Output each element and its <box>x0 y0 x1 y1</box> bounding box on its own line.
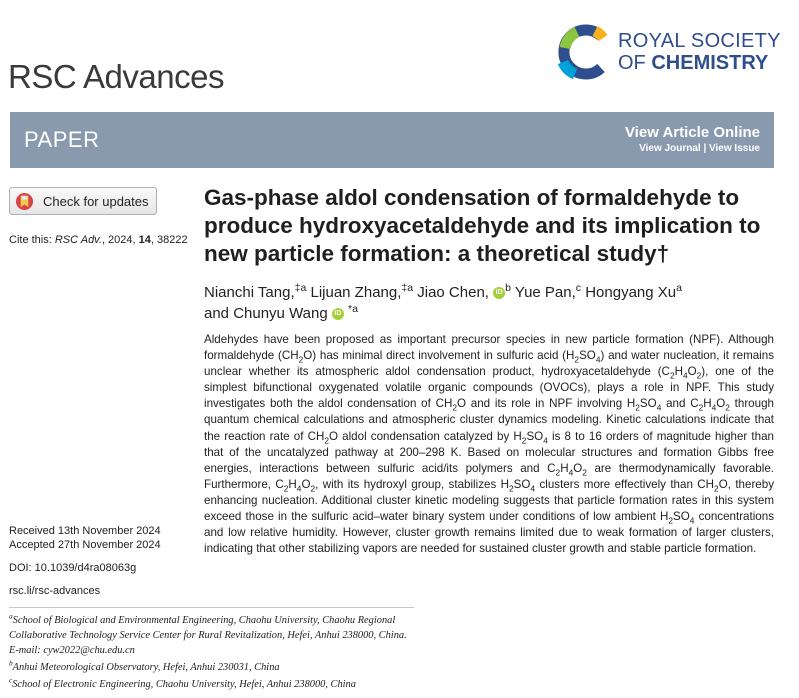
author[interactable]: Jiao Chen, iD $^b$ <box>417 282 511 301</box>
affiliations <box>9 607 414 694</box>
orcid-icon[interactable]: iD <box>332 308 344 320</box>
affiliation-c: $^c$School of Electronic Engineering, Chaohu University, Hefei, Anhui 238000, China <box>9 676 356 690</box>
logo-line2: OF CHEMISTRY <box>618 52 769 74</box>
author[interactable]: and Chunyu Wang iD $^{*a}$ <box>204 303 358 322</box>
article-type: PAPER <box>24 127 100 152</box>
author[interactable]: Nianchi Tang,$^{\ddagger a}$ <box>204 282 307 301</box>
abstract: Aldehydes have been proposed as important precursor species in new particle formation (NPF). Although formaldehyde $(CH_2O)$ has minimal direct involvement in sulfuric acid $(H_2SO_4)$ and water nucleation, it remains unclear whether its atmospheric aldol condensation product, hydroxyacetaldehyde $(C_2H_4O_2)$, one of the simplest bifunctional oxygenated volatile organic compounds (OVOCs), plays a role in NPF. This study investigates both the aldol condensation of $CH_2O$ and its role in NPF involving $H_2SO_4$ and $C_2H_4O_2$ through quantum chemical calculations and atmospheric cluster dynamics modeling. Kinetic calculations indicate that the reaction rate of $CH_2O$ aldol condensation catalyzed by $H_2SO_4$ is 8 to 16 orders of magnitude higher than that of the uncatalyzed pathway at 200–298 K. Based on molecular structures and formation Gibbs free energies, interactions between sulfuric acid/its polymers and $C_2H_4O_2$ are thermodynamically favorable. Furthermore, $C_2H_4O_2$, with its hydroxyl group, stabilizes $H_2SO_4$ clusters more effectively than $CH_2O$, thereby enhancing nucleation. Additional cluster kinetic modeling suggests that particle formation rates in this system exceed those in the sulfuric acid–water binary system under conditions of low ambient $H_2SO_4$ concentrations and low relative humidity. However, cluster growth remains limited due to weak formation of larger clusters, indicating that other stabilizing vapors are needed for sustained cluster growth and stable particle formation. <box>204 333 775 556</box>
logo-line1: ROYAL SOCIETY <box>618 30 781 52</box>
view-journal-link[interactable]: View Journal <box>639 143 701 154</box>
affiliation-a: $^a$School of Biological and Environmental Engineering, Chaohu University, Chaohu Regional Collaborative Technology Service Center for Rural Revitalization, Hefei, Anhui 238000, China. E-mail: cyw2022@chu.edu.cn <box>9 612 407 656</box>
received-date: Received 13th November 2024 <box>9 525 161 537</box>
author-list <box>204 282 764 324</box>
accepted-date: Accepted 27th November 2024 <box>9 539 161 551</box>
author[interactable]: Yue Pan,$^c$ <box>514 282 582 301</box>
journal-site-link[interactable]: rsc.li/rsc-advances <box>9 585 101 597</box>
author[interactable]: Lijuan Zhang,$^{\ddagger a}$ <box>310 282 414 301</box>
view-article-online-link[interactable]: View Article Online <box>624 124 760 141</box>
crossmark-icon <box>15 192 34 211</box>
banner-links: View Journal | View Issue <box>639 143 760 154</box>
citation: Cite this: RSC Adv., 2024, 14, 38222 <box>9 234 188 246</box>
view-issue-link[interactable]: View Issue <box>709 143 760 154</box>
author[interactable]: Hongyang Xu$^a$ <box>585 282 682 301</box>
orcid-icon[interactable]: iD <box>493 287 505 299</box>
journal-name: RSC Advances <box>8 58 224 95</box>
affiliation-b: $^b$Anhui Meteorological Observatory, Hefei, Anhui 230031, China <box>9 659 280 673</box>
doi[interactable]: DOI: 10.1039/d4ra08063g <box>9 562 137 574</box>
rsc-logo-mark-icon <box>555 22 615 82</box>
check-for-updates-button[interactable] <box>9 187 157 215</box>
check-for-updates-label: Check for updates <box>43 194 149 209</box>
rsc-logo[interactable] <box>555 22 780 84</box>
article-banner <box>10 112 774 168</box>
article-title: Gas-phase aldol condensation of formaldehyde to produce hydroxyacetaldehyde and its implication to new particle formation: a theoretical study† <box>204 185 761 266</box>
